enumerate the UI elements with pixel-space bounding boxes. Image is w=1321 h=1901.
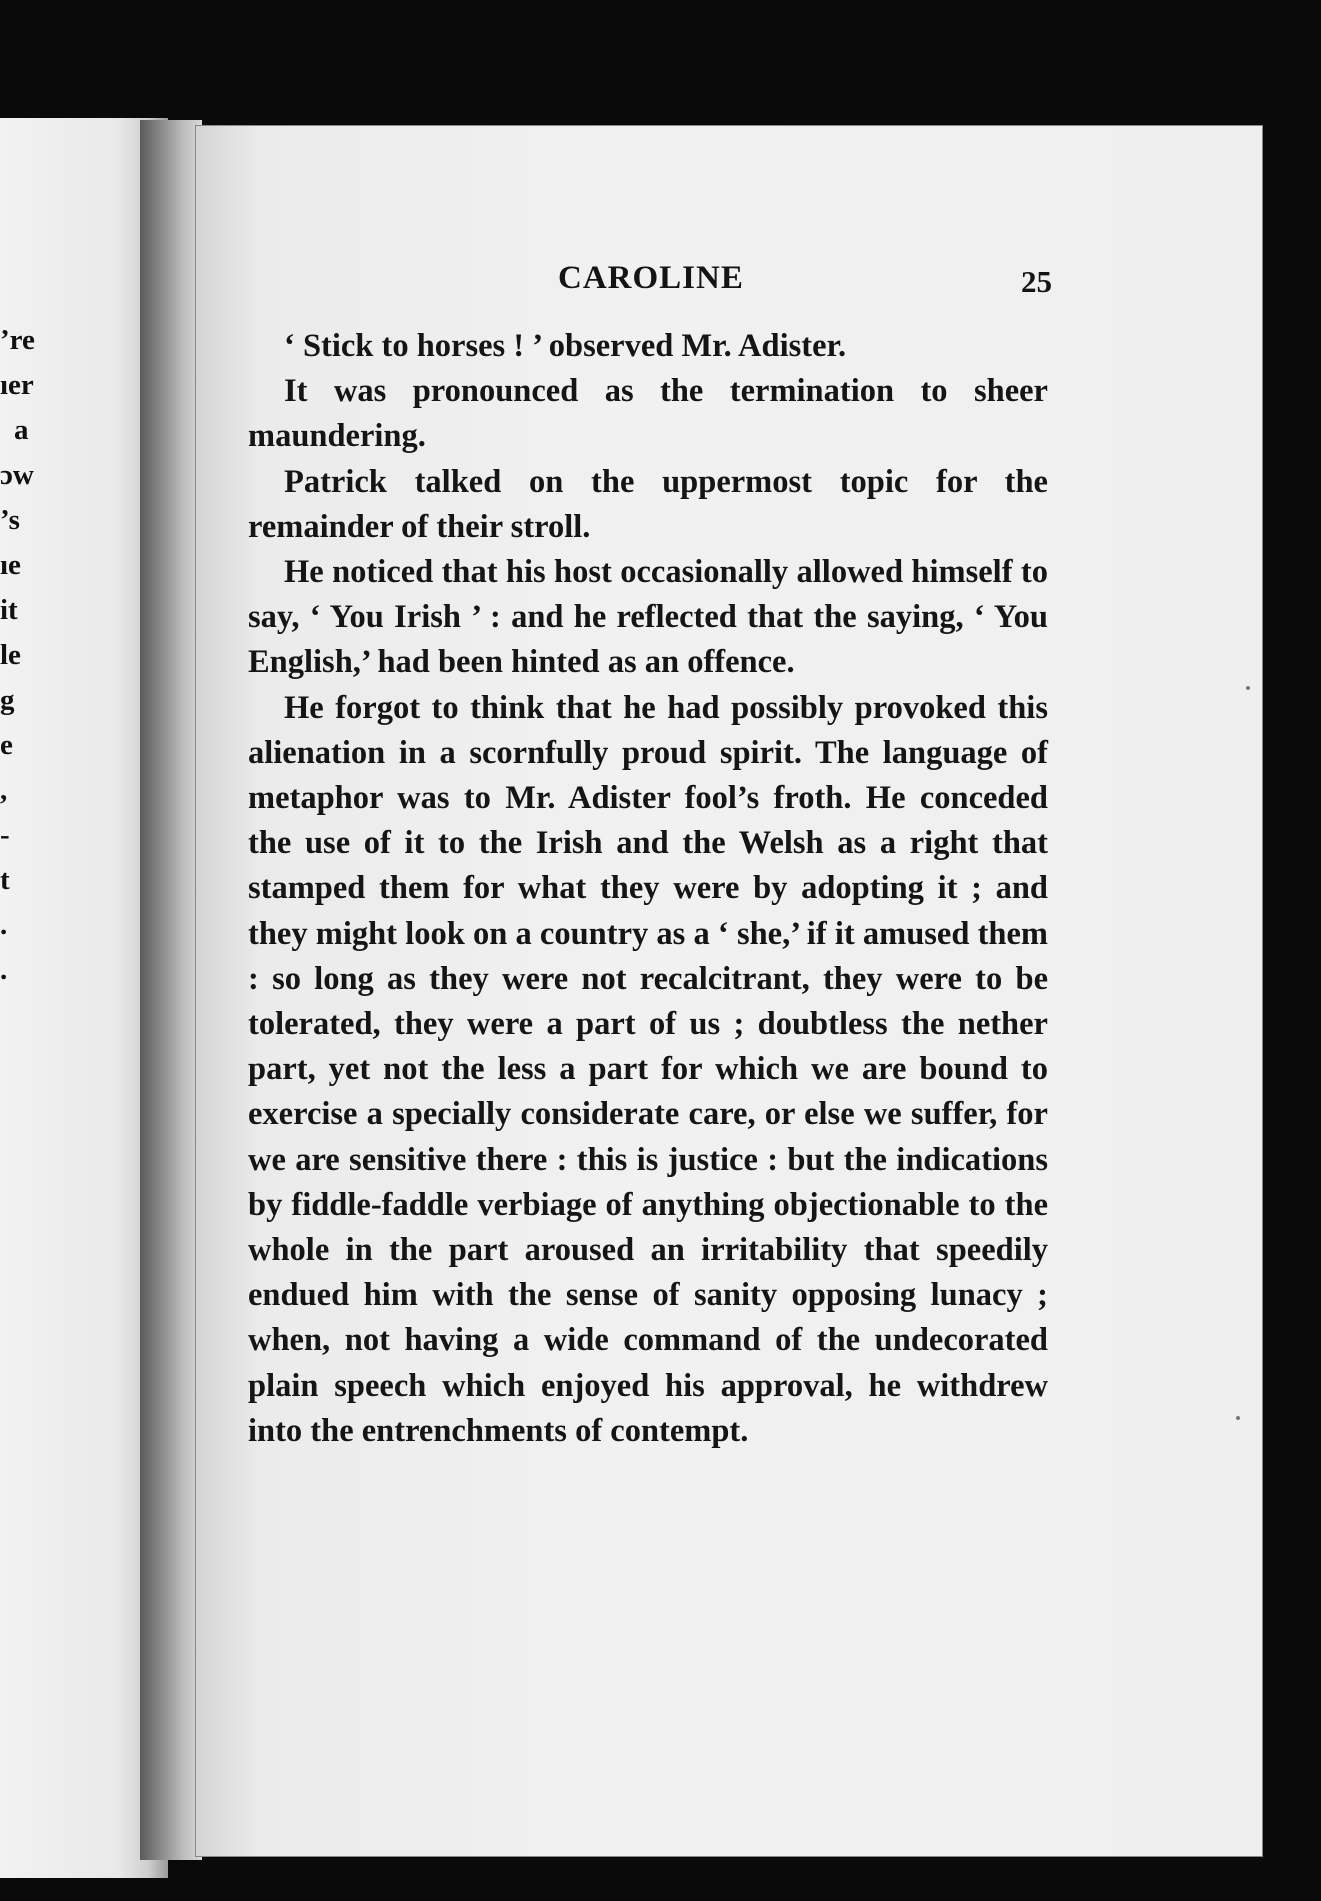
fragment-line: - [0, 819, 10, 851]
fragment-line: ıe [0, 549, 21, 581]
running-header [196, 260, 1262, 310]
paragraph: He forgot to think that he had possibly provoked this alienation in a scornfully proud spirit. The language of metaphor was to Mr. Adister fool’s froth. He conceded the use of it to the Irish and the Welsh as a right that stamped them for what they were by adopting it ; and they might look on a country as a ‘ she,’ if it amused them : so long as they were not recalcitrant, they were to be tolerated, they were a part of us ; doubtless the nether part, yet not the less a part for which we are bound to exercise a specially considerate care, or else we suffer, for we are sensitive there : this is justice : but the indications by fiddle-faddle verbiage of anything objectionable to the whole in the part aroused an irritability that speedily endued him with the sense of sanity opposing lunacy ; when, not having a wide command of the undecorated plain speech which enjoyed his approval, he withdrew into the entrenchments of contempt. [248, 689, 1048, 1449]
paragraph: He noticed that his host occasionally allowed himself to say, ‘ You Irish ’ : and he reflected that the saying, ‘ You English,’ had been hinted as an offence. [248, 554, 1048, 681]
fragment-line: it [0, 594, 18, 626]
fragment-line: g [0, 684, 15, 716]
running-title: CAROLINE [558, 260, 744, 296]
fragment-line: , [0, 774, 8, 806]
fragment-line: . [0, 909, 8, 941]
fragment-line: . [0, 954, 8, 986]
page-body-text [248, 324, 1048, 1454]
fragment-line: t [0, 864, 10, 896]
paper-speck [1246, 686, 1250, 690]
fragment-line: a [14, 414, 29, 446]
paragraph: It was pronounced as the termination to sheer maundering. [248, 373, 1048, 455]
book-gutter-shadow [140, 120, 202, 1860]
fragment-line: ’re [0, 324, 35, 356]
page-number: 25 [1021, 264, 1052, 299]
fragment-line: ıer [0, 369, 34, 401]
book-page [196, 126, 1262, 1856]
fragment-line: e [0, 729, 13, 761]
previous-page-text-fragments [0, 318, 60, 993]
paragraph: Patrick talked on the uppermost topic for the remainder of their stroll. [248, 463, 1048, 545]
paper-speck [1236, 1416, 1240, 1420]
fragment-line: ɔw [0, 459, 34, 491]
fragment-line: ’s [0, 504, 20, 536]
fragment-line: le [0, 639, 21, 671]
paragraph: ‘ Stick to horses ! ’ observed Mr. Adister. [284, 328, 847, 364]
